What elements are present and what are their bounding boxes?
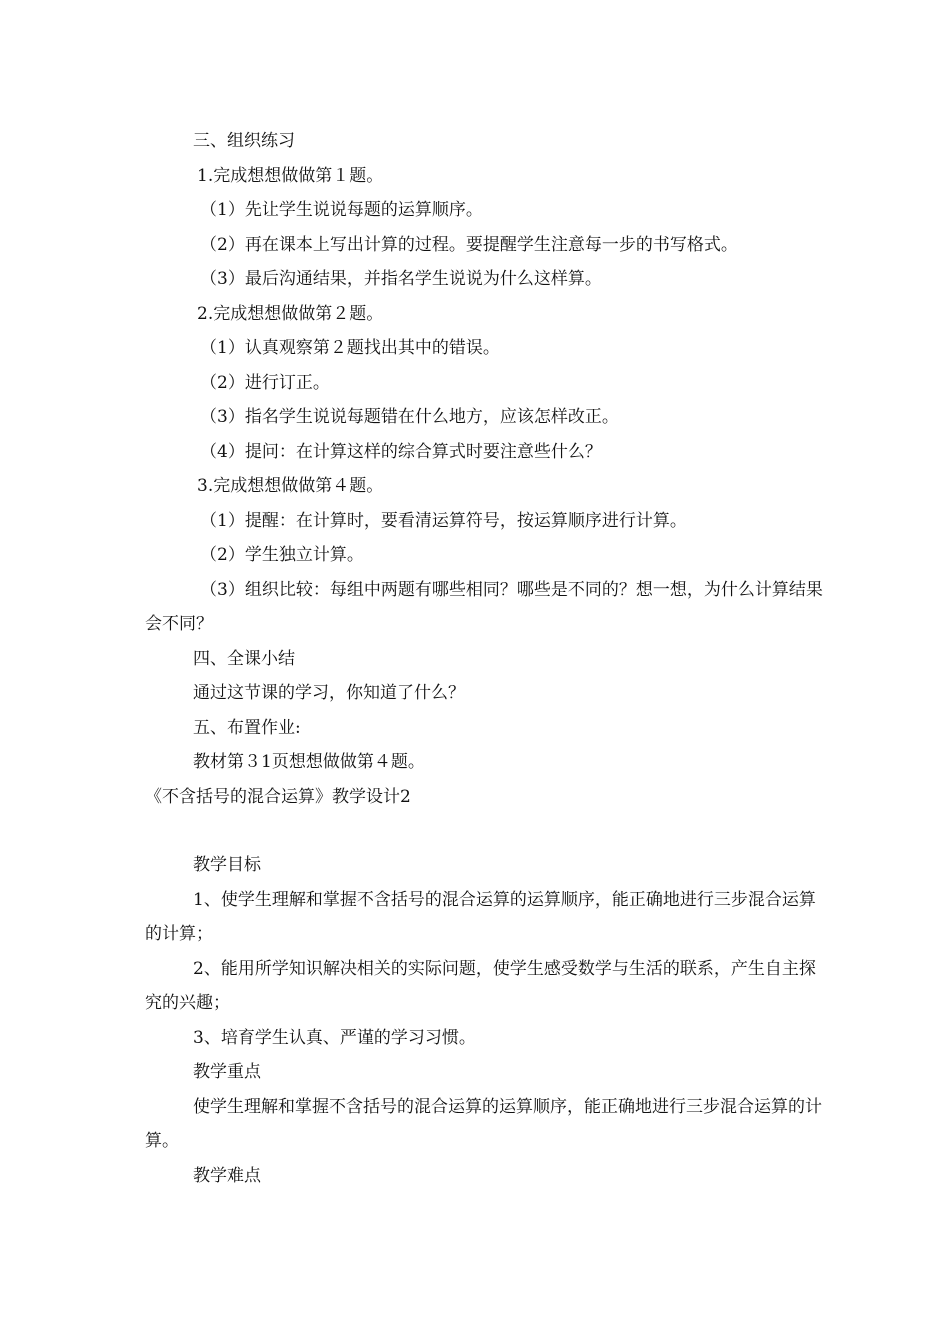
- practice-item-1: 1.完成想想做做第１题。: [197, 165, 384, 186]
- section-heading-summary: 四、全课小结: [193, 648, 295, 669]
- homework-text: 教材第３1页想想做做第４题。: [193, 752, 425, 772]
- practice-item-3-1: （1）提醒：在计算时，要看清运算符号，按运算顺序进行计算。: [200, 510, 687, 531]
- blank-line: [145, 814, 830, 848]
- practice-item-1-3: （3）最后沟通结果，并指名学生说说为什么这样算。: [200, 269, 602, 289]
- practice-item-2: 2.完成想想做做第２题。: [197, 303, 384, 324]
- practice-item-2-2: （2）进行订正。: [200, 372, 330, 393]
- difficulty-heading: 教学难点: [193, 1165, 261, 1186]
- practice-item-2-4: （4）提问：在计算这样的综合算式时要注意些什么？: [200, 441, 602, 462]
- practice-item-3-3: （3）组织比较：每组中两题有哪些相同？哪些是不同的？想一想，为什么计算结果会不同？: [145, 579, 823, 634]
- goal-1: 1、使学生理解和掌握不含括号的混合运算的运算顺序，能正确地进行三步混合运算的计算；: [145, 889, 816, 944]
- practice-item-3-2: （2）学生独立计算。: [200, 545, 364, 565]
- goal-3: 3、培育学生认真、严谨的学习习惯。: [193, 1027, 476, 1048]
- key-text: 使学生理解和掌握不含括号的混合运算的运算顺序，能正确地进行三步混合运算的计算。: [145, 1096, 822, 1151]
- practice-item-1-2: （2）再在课本上写出计算的过程。要提醒学生注意每一步的书写格式。: [200, 234, 738, 255]
- key-heading: 教学重点: [193, 1062, 261, 1082]
- summary-text: 通过这节课的学习，你知道了什么？: [193, 683, 465, 703]
- practice-item-1-1: （1）先让学生说说每题的运算顺序。: [200, 200, 483, 220]
- section-heading-practice: 三、组织练习: [193, 131, 295, 151]
- goal-2: 2、能用所学知识解决相关的实际问题，使学生感受数学与生活的联系，产生自主探究的兴趣；: [145, 958, 816, 1013]
- design2-title: 《不含括号的混合运算》教学设计2: [145, 786, 411, 807]
- goals-heading: 教学目标: [193, 855, 261, 875]
- practice-item-2-1: （1）认真观察第２题找出其中的错误。: [200, 338, 500, 358]
- practice-item-2-3: （3）指名学生说说每题错在什么地方，应该怎样改正。: [200, 407, 619, 427]
- practice-item-3: 3.完成想想做做第４题。: [197, 476, 384, 496]
- section-heading-homework: 五、布置作业:: [193, 717, 301, 738]
